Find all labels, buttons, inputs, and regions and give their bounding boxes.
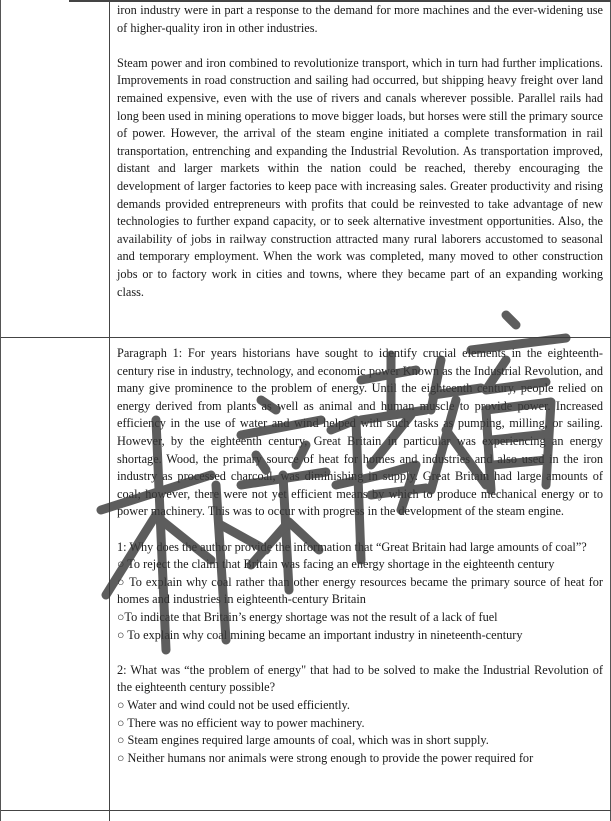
document-content	[117, 2, 603, 767]
question-1-stem: 1: Why does the author provide the information that “Great Britain had large amounts of coal”?	[117, 539, 587, 554]
question-1-option-a[interactable]: ○ To reject the claim that Britain was facing an energy shortage in the eighteenth century	[117, 557, 555, 572]
question-1	[117, 539, 603, 645]
question-1-option-d[interactable]: ○ To explain why coal mining became an important industry in nineteenth-century	[117, 627, 523, 642]
left-column-rule	[109, 0, 110, 821]
question-1-option-b[interactable]: ○ To explain why coal rather than other energy resources became the primary source of heat for homes and industries in eighteenth-century Britain	[117, 574, 603, 607]
row-divider-2	[1, 810, 611, 811]
passage-transport-paragraph: Steam power and iron combined to revolutionize transport, which in turn had further implications. Improvements in road construction and sailing had occurred, but shipping heavy freight over land remained expensive, even with the use of rivers and canals wherever possible. Parallel rails had long been used in mining operations to move bigger loads, but horses were still the primary source of power. However, the arrival of the steam engine initiated a complete transformation in rail transportation, entrenching and expanding the Industrial Revolution. As transportation improved, distant and larger markets within the nation could be reached, thereby encouraging the development of larger factories to keep pace with increasing sales. Greater productivity and rising demands provided entrepreneurs with profits that could be reinvested to take advantage of new technologies to further expand capacity, or to seek alternative investment opportunities. Also, the availability of jobs in railway construction attracted many rural laborers accustomed to seasonal and temporary employment. When the work was completed, many moved to other construction jobs or to factory work in cities and towns, where they became part of an expanding working class.	[117, 55, 603, 299]
question-2-stem: 2: What was “the problem of energy" that had to be solved to make the Industrial Revolution of the eighteenth century possible?	[117, 662, 603, 695]
question-2	[117, 662, 603, 768]
question-2-option-b[interactable]: ○ There was no efficient way to power machinery.	[117, 715, 365, 730]
question-2-option-d[interactable]: ○ Neither humans nor animals were strong enough to provide the power required for	[117, 750, 534, 765]
question-2-option-a[interactable]: ○ Water and wind could not be used efficiently.	[117, 697, 350, 712]
passage-intro-tail: iron industry were in part a response to the demand for more machines and the ever-widening use of higher-quality iron in other industries.	[117, 3, 603, 35]
question-1-option-c[interactable]: ○To indicate that Britain’s energy shortage was not the result of a lack of fuel	[117, 610, 498, 624]
question-2-option-c[interactable]: ○ Steam engines required large amounts of coal, which was in short supply.	[117, 733, 489, 748]
paragraph-1: Paragraph 1: For years historians have sought to identify crucial elements in the eighteenth-century rise in industry, technology, and economic power Known as the Industrial Revolution, and many give prominence to the problem of energy. Until the eighteenth century, people relied on energy derived from plants as well as animal and human muscle to provide power. Increased efficiency in the use of water and wind helped with such tasks as pumping, milling, or sailing. However, by the eighteenth century, Great Britain in particular was experiencing an energy shortage. Wood, the primary source of heat for homes and industries and also used in the iron industry as processed charcoal, was diminishing in supply. Great Britain had large amounts of coal; however, there were not yet efficient means by which to produce mechanical energy or to power machinery. This was to occur with progress in the development of the steam engine.	[117, 346, 603, 519]
